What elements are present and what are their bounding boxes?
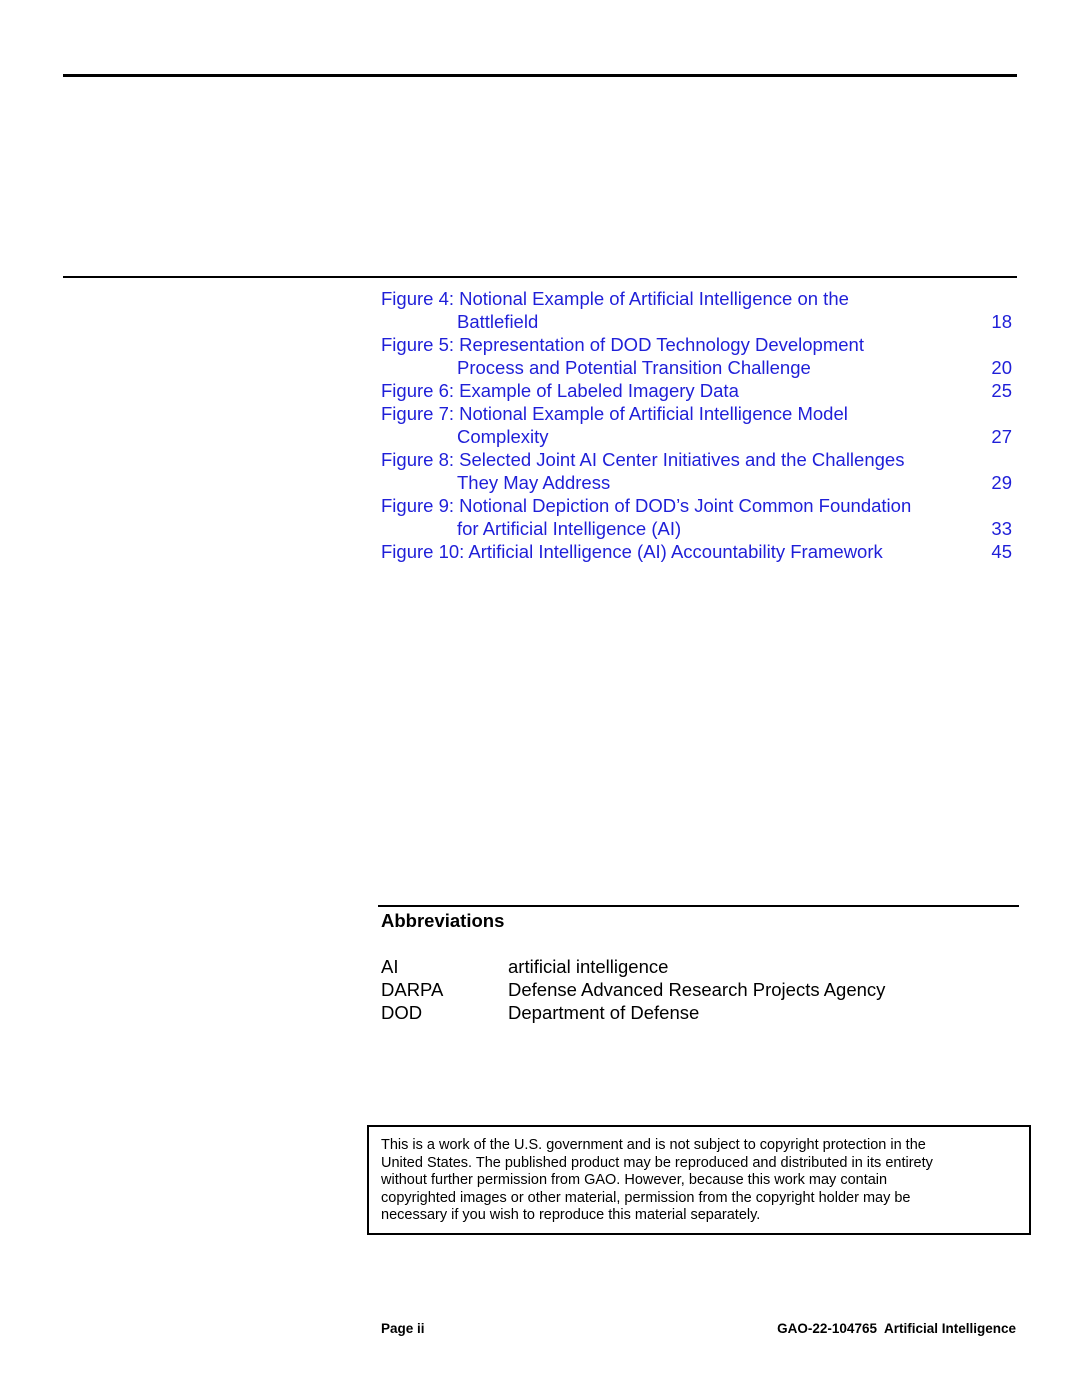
abbreviation-term: AI	[381, 956, 399, 977]
toc-entry-figure-10[interactable]	[381, 540, 1014, 563]
abbreviation-row	[381, 1001, 981, 1024]
toc-entry-page[interactable]: 45	[991, 541, 1012, 562]
toc-entry-page[interactable]: 33	[991, 518, 1012, 539]
notice-line: without further permission from GAO. However, because this work may contain	[381, 1172, 888, 1189]
toc-entry-title[interactable]: Figure 6: Example of Labeled Imagery Data	[381, 380, 739, 401]
notice-line: copyrighted images or other material, permission from the copyright holder may be	[381, 1189, 911, 1206]
toc-entry-page[interactable]: 27	[991, 426, 1012, 447]
toc-entry-title[interactable]: Figure 9: Notional Depiction of DOD’s Joint Common Foundation	[381, 495, 912, 516]
toc-entry-figure-9[interactable]	[381, 494, 1014, 540]
list-of-figures	[381, 287, 1014, 563]
report-identifier: GAO-22-104765 Artificial Intelligence	[777, 1321, 1016, 1336]
toc-entry-figure-8[interactable]	[381, 448, 1014, 494]
top-rule	[63, 74, 1017, 77]
section-rule	[63, 276, 1017, 278]
toc-entry-title-continued[interactable]: for Artificial Intelligence (AI)	[457, 518, 682, 539]
toc-entry-title[interactable]: Figure 8: Selected Joint AI Center Initiatives and the Challenges	[381, 449, 905, 470]
notice-line: United States. The published product may be reproduced and distributed in its entirety	[381, 1154, 933, 1171]
abbreviation-definition: Defense Advanced Research Projects Agency	[508, 979, 886, 1000]
toc-entry-figure-5[interactable]	[381, 333, 1014, 379]
notice-line: necessary if you wish to reproduce this material separately.	[381, 1207, 761, 1224]
toc-entry-title-continued[interactable]: Battlefield	[457, 311, 539, 332]
copyright-notice	[367, 1125, 1031, 1235]
abbreviations-heading: Abbreviations	[381, 910, 505, 931]
toc-entry-title-continued[interactable]: They May Address	[457, 472, 611, 493]
toc-entry-figure-6[interactable]	[381, 379, 1014, 402]
toc-entry-page[interactable]: 20	[991, 357, 1012, 378]
abbreviation-definition: Department of Defense	[508, 1002, 700, 1023]
toc-entry-page[interactable]: 25	[991, 380, 1012, 401]
abbreviation-row	[381, 955, 981, 978]
toc-entry-title[interactable]: Figure 7: Notional Example of Artificial Intelligence Model	[381, 403, 848, 424]
abbreviations-list	[381, 955, 981, 1024]
abbreviations-rule	[378, 905, 1019, 907]
toc-entry-page[interactable]: 18	[991, 311, 1012, 332]
notice-line: This is a work of the U.S. government and is not subject to copyright protection in the	[381, 1137, 926, 1153]
toc-entry-figure-4[interactable]	[381, 287, 1014, 333]
toc-entry-title[interactable]: Figure 10: Artificial Intelligence (AI) Accountability Framework	[381, 541, 883, 562]
toc-entry-figure-7[interactable]	[381, 402, 1014, 448]
toc-entry-page[interactable]: 29	[991, 472, 1012, 493]
toc-entry-title[interactable]: Figure 4: Notional Example of Artificial Intelligence on the	[381, 288, 849, 309]
toc-entry-title-continued[interactable]: Complexity	[457, 426, 549, 447]
toc-entry-title[interactable]: Figure 5: Representation of DOD Technology Development	[381, 334, 864, 355]
abbreviation-row	[381, 978, 981, 1001]
page-number: Page ii	[381, 1321, 425, 1336]
toc-entry-title-continued[interactable]: Process and Potential Transition Challenge	[457, 357, 811, 378]
abbreviation-term: DARPA	[381, 979, 444, 1000]
copyright-notice-text	[381, 1137, 1001, 1225]
abbreviation-term: DOD	[381, 1002, 423, 1023]
abbreviation-definition: artificial intelligence	[508, 956, 669, 977]
